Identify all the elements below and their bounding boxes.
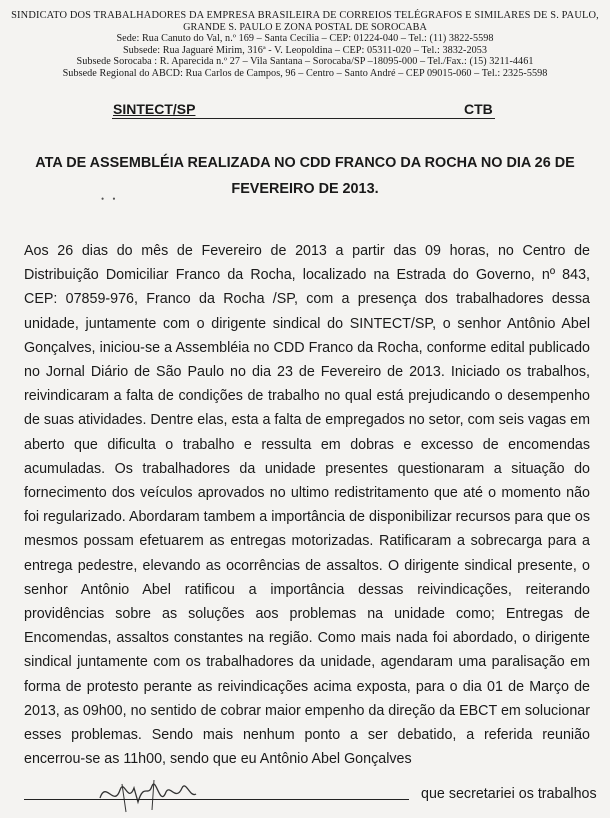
union-name-line: SINDICATO DOS TRABALHADORES DA EMPRESA BRASILEIRA DE CORREIOS TELÉGRAFOS E SIMILARES DE S. PAULO, [11, 10, 599, 21]
minutes-body: Aos 26 dias do mês de Fevereiro de 2013 a partir das 09 horas, no Centro de Distribuição Domiciliar Franco da Rocha, localizado na Estrada do Governo, nº 843, CEP: 07859-976, Franco da Rocha /SP, com a presença dos trabalhadores dessa unidade, juntamente com o dirigente sindical do SINTECT/SP, o senhor Antônio Abel Gonçalves, iniciou-se a Assembléia no CDD Franco da Rocha, conforme edital publicado no Jornal Diário de São Paulo no dia 23 de Fevereiro de 2013. Iniciado os trabalhos, reivindicaram a falta de condições de trabalho no qual está prejudicando o desempenho de suas atividades. Dentre elas, esta a falta de empregados no setor, com seis vagas em aberto que dificulta o trabalho e ressulta em dobras e excesso de encomendas acumuladas. Os trabalhadores da unidade presentes questionaram a situação do fornecimento dos veículos aprovados no ultimo redistritamento que até o momento não foi regularizado. Abordaram tambem a importância de disponibilizar recursos para que os mesmos possam efetuarem as entregas motorizadas. Ratificaram a sobrecarga para a entrega pedestre, elevando as ocorrências de assaltos. O dirigente sindical presente, o senhor Antônio Abel ratificou a importância dessas reivindicações, reiterando providências sobre as soluções aos problemas na unidade como; Entregas de Encomendas, assaltos constantes na região. Como mais nada foi abordado, o dirigente sindical juntamente com os trabalhadores da unidade, agendaram uma paralisação em forma de protesto perante as reivindicações acima exposta, para o dia 01 de Março de 2013, as 09h00, no sentido de cobrar maior empenho da direção da EBCT em solucionar esses problemas. Sendo mais nenhum ponto a ser debatido, a referida reunião encerrou-se as 11h00, sendo que eu Antônio Abel Gonçalves [24, 243, 590, 768]
signature-tail-text: que secretariei os trabalhos [421, 786, 597, 802]
letterhead [0, 10, 610, 80]
union-region-line: GRANDE S. PAULO E ZONA POSTAL DE SOROCABA [183, 21, 427, 33]
signature-row [24, 786, 597, 810]
headquarters-address: Sede: Rua Canuto do Val, n.º 169 – Santa Cecília – CEP: 01224-040 – Tel.: (11) 3822-5598 [116, 33, 494, 45]
document-title: ATA DE ASSEMBLÉIA REALIZADA NO CDD FRANCO DA ROCHA NO DIA 26 DE FEVEREIRO DE 2013. [35, 155, 575, 197]
federation-acronym: CTB [464, 101, 493, 117]
header-rule [112, 118, 495, 119]
organization-bar [0, 101, 610, 121]
abcd-address: Subsede Regional do ABCD: Rua Carlos de Campos, 96 – Centro – Santo André – CEP 09015-060 – Tel.: 2325-5598 [62, 67, 548, 79]
sorocaba-address: Subsede Sorocaba : R. Aparecida n.º 27 – Vila Santana – Sorocaba/SP –18095-000 – Tel./Fax.: (15) 3211-4461 [76, 56, 534, 68]
scan-specks: • • [101, 194, 119, 204]
union-acronym: SINTECT/SP [113, 101, 196, 117]
signature-line [24, 799, 409, 800]
subsede-address: Subsede: Rua Jaguaré Mirim, 316ª - V. Leopoldina – CEP: 05311-020 – Tel.: 3832-2053 [122, 44, 488, 56]
